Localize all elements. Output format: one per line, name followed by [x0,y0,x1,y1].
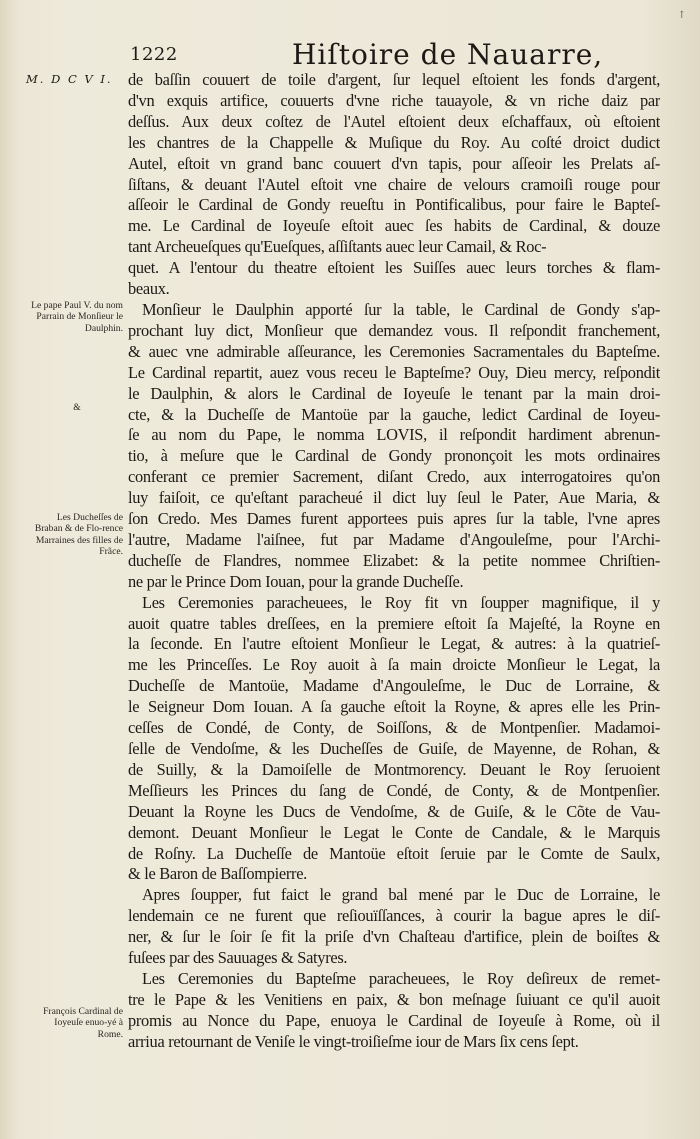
text-line: tant Archeueſques qu'Eueſques, aſſiſtants auec leur Camail, & Roc- [128,237,547,257]
paragraph-4 [128,885,660,969]
paragraph-1 [128,70,660,300]
text-line: de Roſny. La Ducheſſe de Mantoüe eſtoit ſeruie par le Comte de Saulx, [128,843,660,863]
margin-note-pope: Le pape Paul V. du nom Parrain de Monſieur le Daulphin. [31,300,123,334]
margin-note-duchesses: Les Ducheſſes de Braban & de Flo-rence Marraines des filles de Frãce. [34,512,123,558]
text-line: Deuant la Royne les Ducs de Vendoſme, & de Guiſe, & le Cõte de Vau- [128,801,660,821]
main-text [128,70,660,1053]
paragraph-5 [128,969,660,1053]
paragraph-2 [128,300,660,593]
text-line: ner, & ſur le ſoir ſe fit la priſe d'vn Chaſteau d'artifice, plein de boiſtes & [128,927,660,947]
text-line: me les Princeſſes. Le Roy auoit à ſa main droicte Monſieur le Legat, la [128,655,660,675]
text-line: ſiſtans, & deuant l'Autel eſtoit vne chaire de velours cramoiſi rouge pour [128,174,660,194]
text-line: beaux. [128,279,170,299]
text-line: ſon Credo. Mes Dames furent apportees puis apres ſur la table, l'vne apres [128,509,660,529]
running-title: Hiſtoire de Nauarre, [292,38,604,71]
text-line: ne par le Prince Dom Iouan, pour la grande Ducheſſe. [128,571,464,591]
text-line: de baſſin couuert de toile d'argent, ſur lequel eſtoient les fonds d'argent, [128,70,660,89]
margin-note-cardinal: François Cardinal de Ioyeuſe enuo-yé à Rome. [43,1006,123,1040]
text-line: Les Ceremonies paracheuees, le Roy fit vn ſoupper magnifique, il y [142,592,660,612]
text-line: auoit quatre tables dreſſees, en la premiere eſtoit ſa Majeſté, la Royne en [128,613,660,633]
text-line: la ſeconde. En l'autre eſtoient Monſieur le Legat, & autres: à la quatrieſ- [128,634,660,654]
text-line: Le Cardinal repartit, auez vous receu le Bapteſme? Ouy, Dieu mercy, reſpondit [128,362,660,382]
text-line: demont. Deuant Monſieur le Legat le Conte de Candale, & le Marquis [128,822,660,842]
text-line: Meſſieurs les Princes du ſang de Condé, de Conty, & de Montpenſier. [128,780,660,800]
text-line: promis au Nonce du Pape, enuoya le Cardinal de Ioyeuſe à Rome, où il [128,1010,660,1030]
text-line: conferant ce premier Sacrement, diſant Credo, aux interrogatoires qu'on [128,467,660,487]
text-line: cte, & la Ducheſſe de Mantoüe par la gauche, ledict Cardinal de Ioyeu- [128,404,660,424]
text-line: ducheſſe de Flandres, nommee Elizabet: & la petite nommee Chriſtien- [128,550,660,570]
text-line: Monſieur le Daulphin apporté ſur la table, le Cardinal de Gondy s'ap- [142,299,660,319]
text-line: prochant luy dict, Monſieur que demandez vous. Il reſpondit franchement, [128,320,660,340]
text-line: tio, à meſure que le Cardinal de Gondy prononçoit les mots ordinaires [128,446,660,466]
text-line: arriua retournant de Veniſe le vingt-troiſieſme iour de Mars ſix cens ſept. [128,1031,579,1051]
text-line: ceſſes de Condé, de Conty, de Soiſſons, & de Montpenſier. Madamoi- [128,718,660,738]
text-line: ſe au nom du Pape, le nomma LOVIS, il reſpondit hardiment abrenun- [128,425,660,445]
year-label: M. D C V I. [26,72,113,86]
text-line: quet. A l'entour du theatre eſtoient les Suiſſes auec leurs torches & flam- [128,258,660,278]
text-line: & auec vne admirable aſſeurance, les Ceremonies Sacramentales du Bapteſme. [128,341,660,361]
text-line: Ducheſſe de Mantoüe, Madame d'Angouleſme, le Duc de Lorraine, & [128,676,660,696]
text-line: deſſus. Aux deux coſtez de l'Autel eſtoient deux eſchaffaux, où eſtoient [128,111,660,131]
text-line: luy faiſoit, ce qu'eſtant paracheué il dict luy ſeul le Pater, Aue Maria, & [128,488,660,508]
text-line: de Suilly, & la Damoiſelle de Montmorency. Deuant le Roy ſeruoient [128,759,660,779]
text-line: l'autre, Madame l'aiſnee, fut par Madame d'Angouleſme, pour l'Archi- [128,529,660,549]
text-line: aſſeoir le Cardinal de Gondy reueſtu in Pontificalibus, pour faire le Bapteſ- [128,195,660,215]
text-line: les chantres de la Chappelle & Muſique du Roy. Au coſté droict dudict [128,132,660,152]
text-line: d'vn exquis artifice, couuerts d'vne riche tauayole, & vn riche daiz par [128,90,660,110]
text-line: le Seigneur Dom Iouan. A ſa gauche eſtoit la Royne, & apres elle les Prin- [128,697,660,717]
text-line: Les Ceremonies du Bapteſme paracheuees, le Roy deſireux de remet- [142,968,660,988]
corner-mark: ↑ [677,10,686,21]
text-line: Autel, eſtoit vn grand banc couuert d'vn tapis, pour aſſeoir les Prelats aſ- [128,153,660,173]
margin-note-ampersand: & [73,402,81,413]
page-number: 1222 [130,44,178,65]
text-line: tre le Pape & les Venitiens en paix, & bon meſnage ſuiuant ce qu'il auoit [128,989,660,1009]
text-line: lendemain ce ne furent que reſiouïſſances, à courir la bague apres le diſ- [128,906,660,926]
text-line: & le Baron de Baſſompierre. [128,864,307,884]
text-line: Apres ſoupper, fut faict le grand bal mené par le Duc de Lorraine, le [142,885,660,905]
text-line: ſelle de Vendoſme, & les Ducheſſes de Guiſe, de Mayenne, de Rohan, & [128,739,660,758]
text-line: me. Le Cardinal de Ioyeuſe eſtoit auec ſes habits de Cardinal, & douze [128,216,660,236]
text-line: le Daulphin, & alors le Cardinal de Ioyeuſe le tenant par la main droi- [128,383,660,403]
paragraph-3 [128,593,660,886]
text-line: fuſees par des Sauuages & Satyres. [128,948,348,968]
